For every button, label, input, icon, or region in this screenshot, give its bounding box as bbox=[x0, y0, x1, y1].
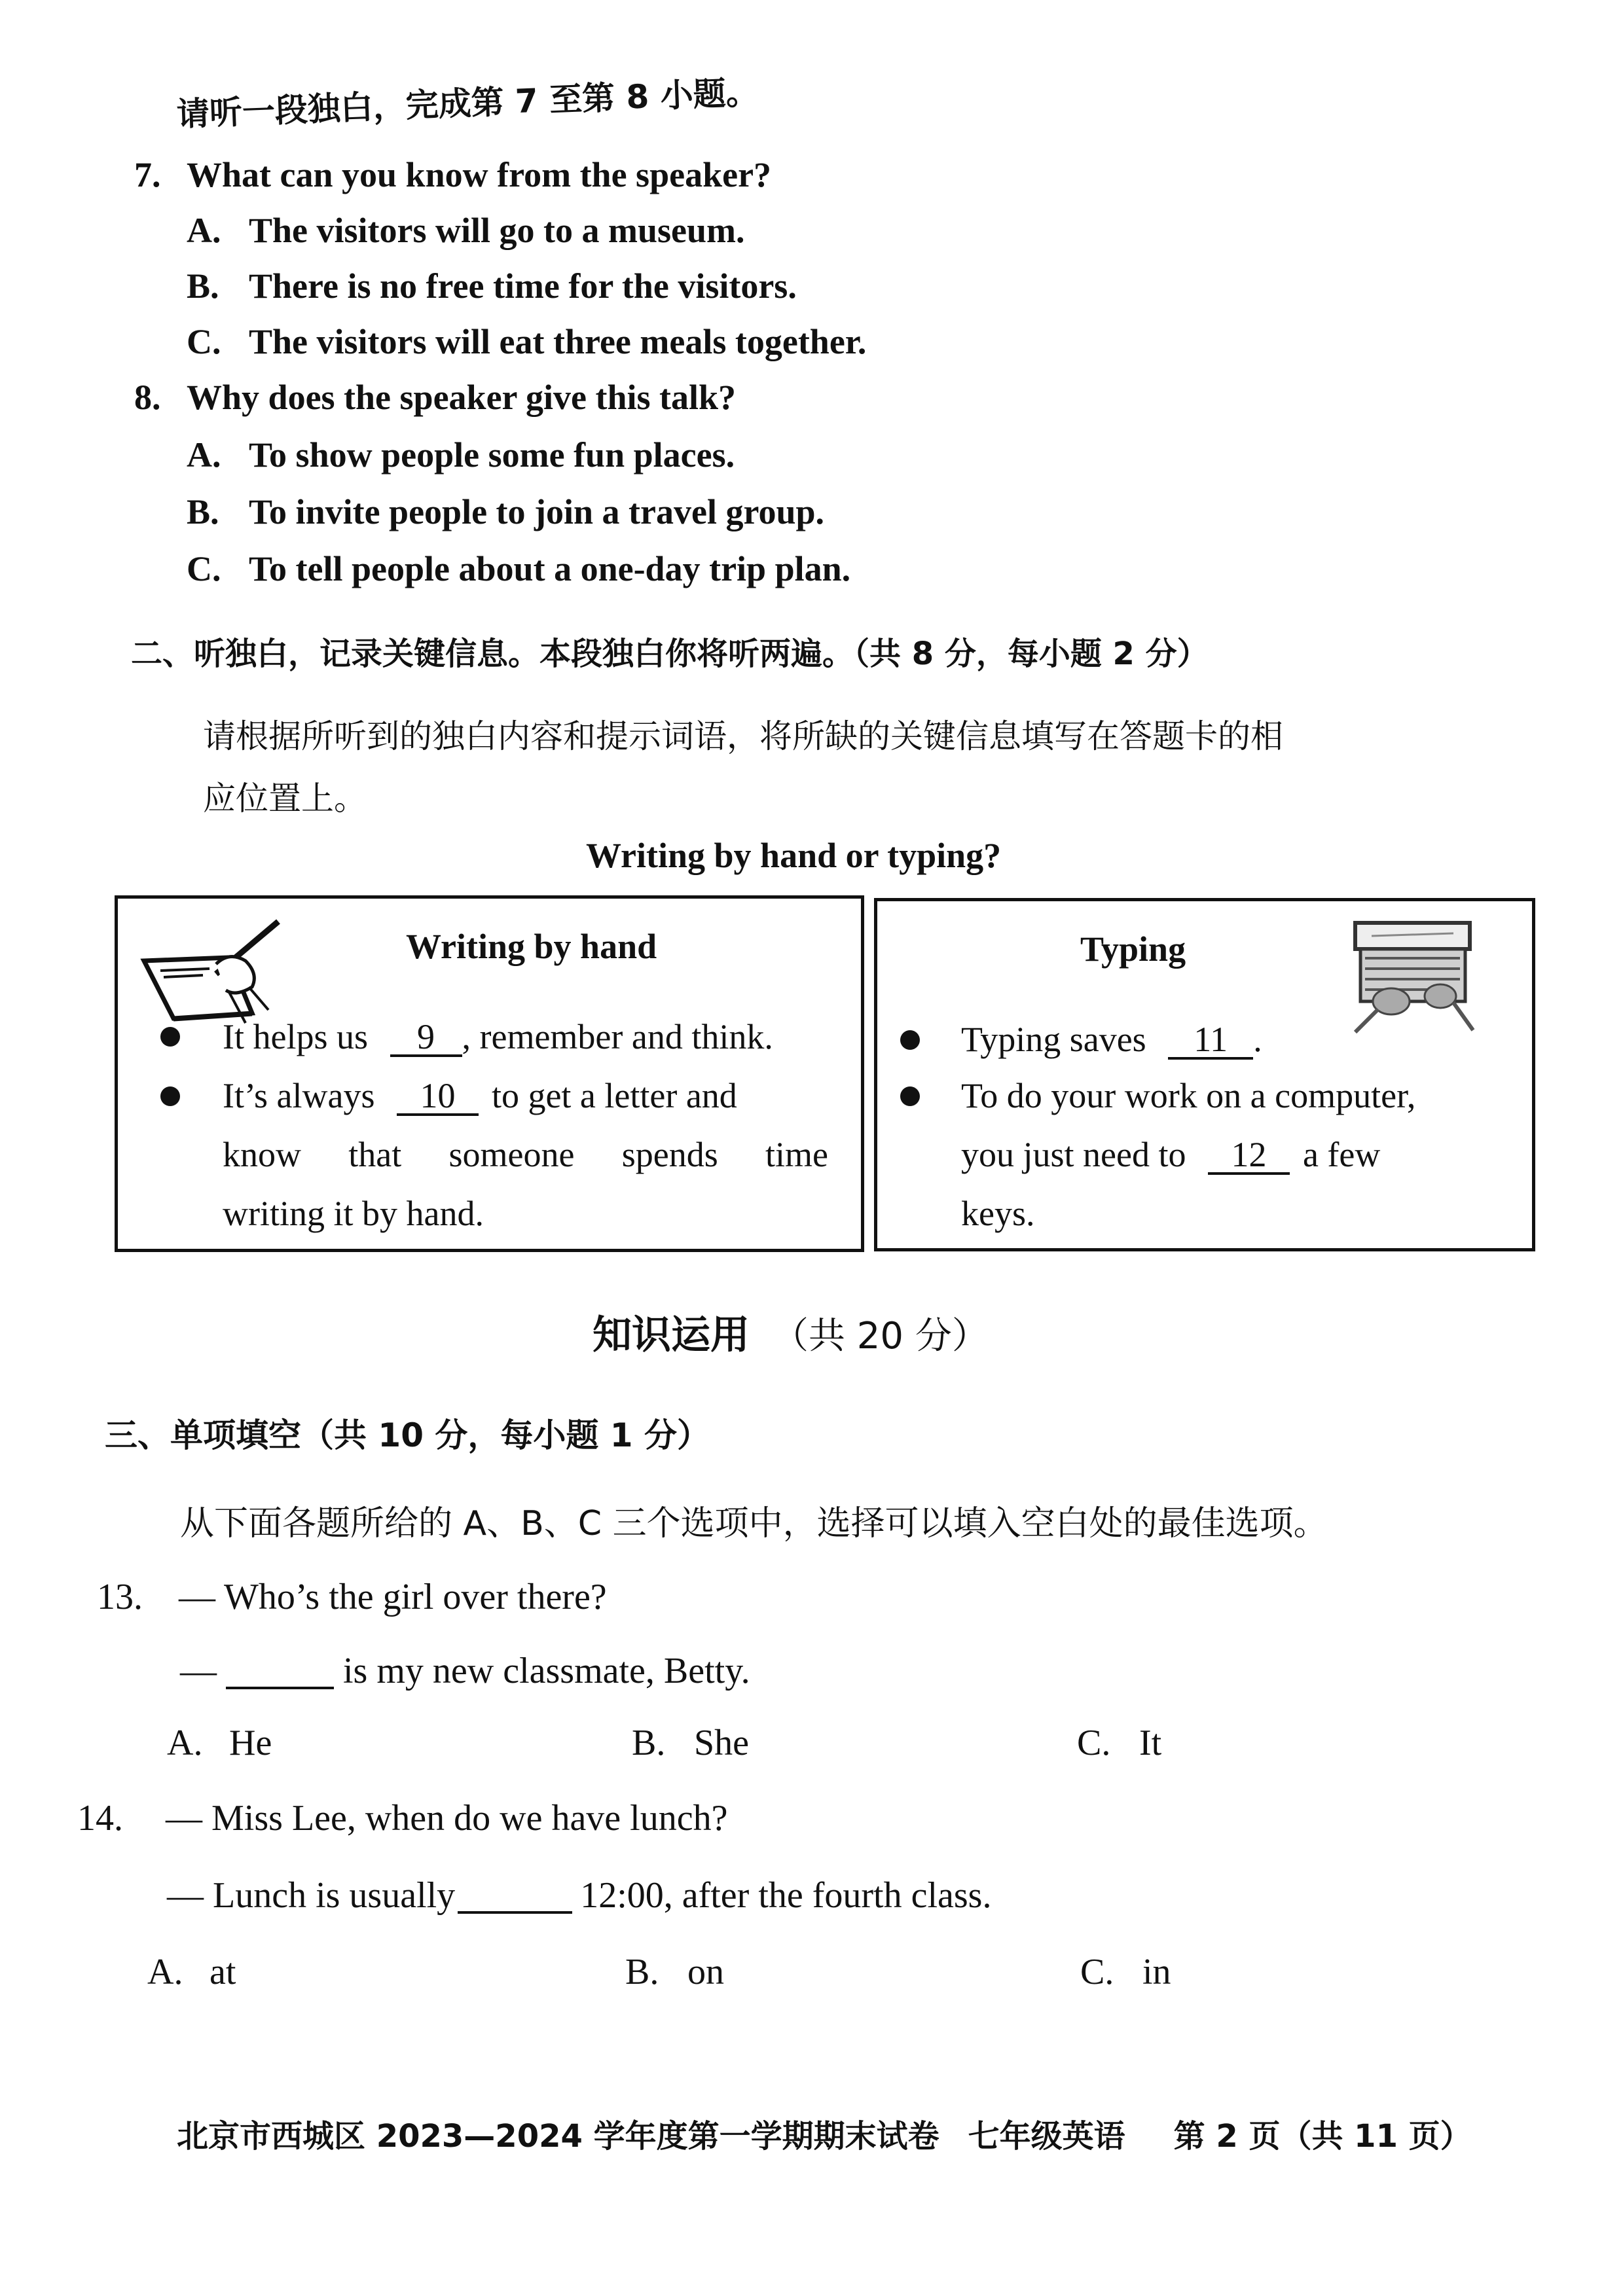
answer-blank-12[interactable]: 12 bbox=[1208, 1137, 1290, 1175]
answer-blank-14[interactable] bbox=[458, 1878, 572, 1914]
section2-instruction-line1: 请根据所听到的独白内容和提示词语，将所缺的关键信息填写在答题卡的相 bbox=[203, 717, 1283, 755]
bullet-text: to get a letter and bbox=[491, 1076, 737, 1115]
part-score: （共 20 分） bbox=[772, 1315, 989, 1357]
option-c[interactable] bbox=[1080, 1954, 1171, 1990]
question-stem bbox=[97, 1579, 607, 1615]
option-text: in bbox=[1142, 1952, 1171, 1992]
option-text: To show people some fun places. bbox=[249, 435, 735, 475]
part-heading bbox=[593, 1312, 989, 1358]
option-letter: B. bbox=[632, 1723, 666, 1763]
listening-intro: 请听一段独白，完成第 7 至第 8 小题。 bbox=[175, 73, 759, 134]
option-letter: C. bbox=[1077, 1723, 1111, 1763]
option-c[interactable] bbox=[187, 324, 866, 359]
question-number: 14. bbox=[77, 1798, 123, 1839]
bullet-icon bbox=[900, 1086, 920, 1106]
option-letter: A. bbox=[167, 1723, 203, 1763]
option-text: on bbox=[687, 1952, 724, 1992]
option-text: The visitors will eat three meals together. bbox=[249, 322, 867, 361]
bullet-item-2 bbox=[223, 1075, 737, 1116]
question-stem bbox=[77, 1800, 727, 1837]
bullet-text: a few bbox=[1302, 1135, 1381, 1174]
option-text: To invite people to join a travel group. bbox=[249, 492, 825, 531]
option-text: There is no free time for the visitors. bbox=[249, 266, 797, 306]
question-text: — Who’s the girl over there? bbox=[179, 1577, 607, 1617]
option-letter: C. bbox=[187, 549, 221, 588]
writing-by-hand-box bbox=[115, 895, 864, 1252]
section2-heading: 二、听独白，记录关键信息。本段独白你将听两遍。（共 8 分，每小题 2 分） bbox=[131, 636, 1209, 672]
question-number: 8. bbox=[134, 378, 161, 417]
option-letter: B. bbox=[625, 1952, 659, 1992]
option-text: He bbox=[229, 1723, 272, 1763]
option-a[interactable] bbox=[187, 437, 735, 473]
option-a[interactable] bbox=[167, 1725, 272, 1761]
dash: — bbox=[180, 1651, 217, 1691]
box-title: Typing bbox=[1080, 929, 1186, 969]
bullet-item-1 bbox=[223, 1016, 773, 1057]
bullet-text: you just need to bbox=[961, 1135, 1186, 1174]
option-letter: B. bbox=[187, 492, 219, 531]
section2-instruction-line2: 应位置上。 bbox=[203, 780, 367, 817]
bullet-item-2-line2 bbox=[223, 1134, 828, 1175]
bullet-item-1 bbox=[961, 1019, 1262, 1060]
option-text: To tell people about a one-day trip plan. bbox=[249, 549, 851, 588]
bullet-icon bbox=[160, 1086, 180, 1106]
bullet-icon bbox=[160, 1027, 180, 1047]
box-title: Writing by hand bbox=[406, 927, 657, 966]
laptop-typing-icon bbox=[1349, 918, 1480, 1035]
option-letter: A. bbox=[187, 435, 221, 475]
option-letter: C. bbox=[187, 322, 221, 361]
bullet-text: know that someone spends time bbox=[223, 1135, 828, 1174]
question-stem bbox=[134, 380, 736, 415]
answer-blank-13[interactable] bbox=[226, 1654, 334, 1689]
option-b[interactable] bbox=[625, 1954, 724, 1990]
option-text: at bbox=[210, 1952, 236, 1992]
option-b[interactable] bbox=[632, 1725, 749, 1761]
option-letter: A. bbox=[187, 211, 221, 250]
question-number: 13. bbox=[97, 1577, 143, 1617]
option-text: It bbox=[1139, 1723, 1162, 1763]
option-c[interactable] bbox=[1077, 1725, 1161, 1761]
question-number: 7. bbox=[134, 155, 161, 194]
bullet-item-2-line3: keys. bbox=[961, 1194, 1035, 1233]
bullet-item-2: To do your work on a computer, bbox=[961, 1076, 1416, 1115]
section3-instruction: 从下面各题所给的 A、B、C 三个选项中，选择可以填入空白处的最佳选项。 bbox=[180, 1504, 1328, 1543]
option-c[interactable] bbox=[187, 551, 850, 586]
part-title: 知识运用 bbox=[593, 1312, 750, 1358]
option-b[interactable] bbox=[187, 268, 797, 304]
question-answer-line bbox=[180, 1653, 750, 1689]
question-text: — Lunch is usually bbox=[167, 1875, 456, 1916]
bullet-text: Typing saves bbox=[961, 1020, 1146, 1059]
answer-blank-9[interactable]: 9 bbox=[390, 1019, 462, 1057]
option-text: She bbox=[694, 1723, 749, 1763]
footer-page-number: 第 2 页（共 11 页） bbox=[1173, 2118, 1472, 2155]
bullet-text: , remember and think. bbox=[462, 1017, 773, 1056]
question-text: — Miss Lee, when do we have lunch? bbox=[166, 1798, 728, 1839]
question-text: What can you know from the speaker? bbox=[187, 155, 772, 194]
option-a[interactable] bbox=[147, 1954, 236, 1990]
footer-exam: 北京市西城区 2023—2024 学年度第一学期期末试卷 bbox=[177, 2118, 939, 2155]
answer-blank-10[interactable]: 10 bbox=[397, 1078, 479, 1116]
question-text: is my new classmate, Betty. bbox=[343, 1651, 750, 1691]
bullet-text: It helps us bbox=[223, 1017, 368, 1056]
option-letter: B. bbox=[187, 266, 219, 306]
question-text: Why does the speaker give this talk? bbox=[187, 378, 737, 417]
typing-box bbox=[874, 898, 1535, 1251]
question-stem bbox=[134, 157, 771, 192]
option-a[interactable] bbox=[187, 213, 745, 248]
option-letter: A. bbox=[147, 1952, 183, 1992]
page-footer bbox=[177, 2118, 1472, 2155]
answer-blank-11[interactable]: 11 bbox=[1168, 1022, 1253, 1060]
footer-subject: 七年级英语 bbox=[968, 2118, 1125, 2155]
hand-writing-icon bbox=[137, 915, 282, 1026]
bullet-text: It’s always bbox=[223, 1076, 375, 1115]
option-b[interactable] bbox=[187, 494, 824, 529]
bullet-item-2-line3: writing it by hand. bbox=[223, 1194, 484, 1233]
bullet-item-2-line2 bbox=[961, 1134, 1380, 1175]
bullet-icon bbox=[900, 1030, 920, 1050]
option-text: The visitors will go to a museum. bbox=[249, 211, 745, 250]
question-answer-line bbox=[167, 1877, 991, 1914]
section3-heading: 三、单项填空（共 10 分，每小题 1 分） bbox=[105, 1416, 710, 1454]
section2-title: Writing by hand or typing? bbox=[586, 836, 1002, 875]
question-text: 12:00, after the fourth class. bbox=[580, 1875, 992, 1916]
bullet-text: . bbox=[1253, 1020, 1262, 1059]
option-letter: C. bbox=[1080, 1952, 1114, 1992]
